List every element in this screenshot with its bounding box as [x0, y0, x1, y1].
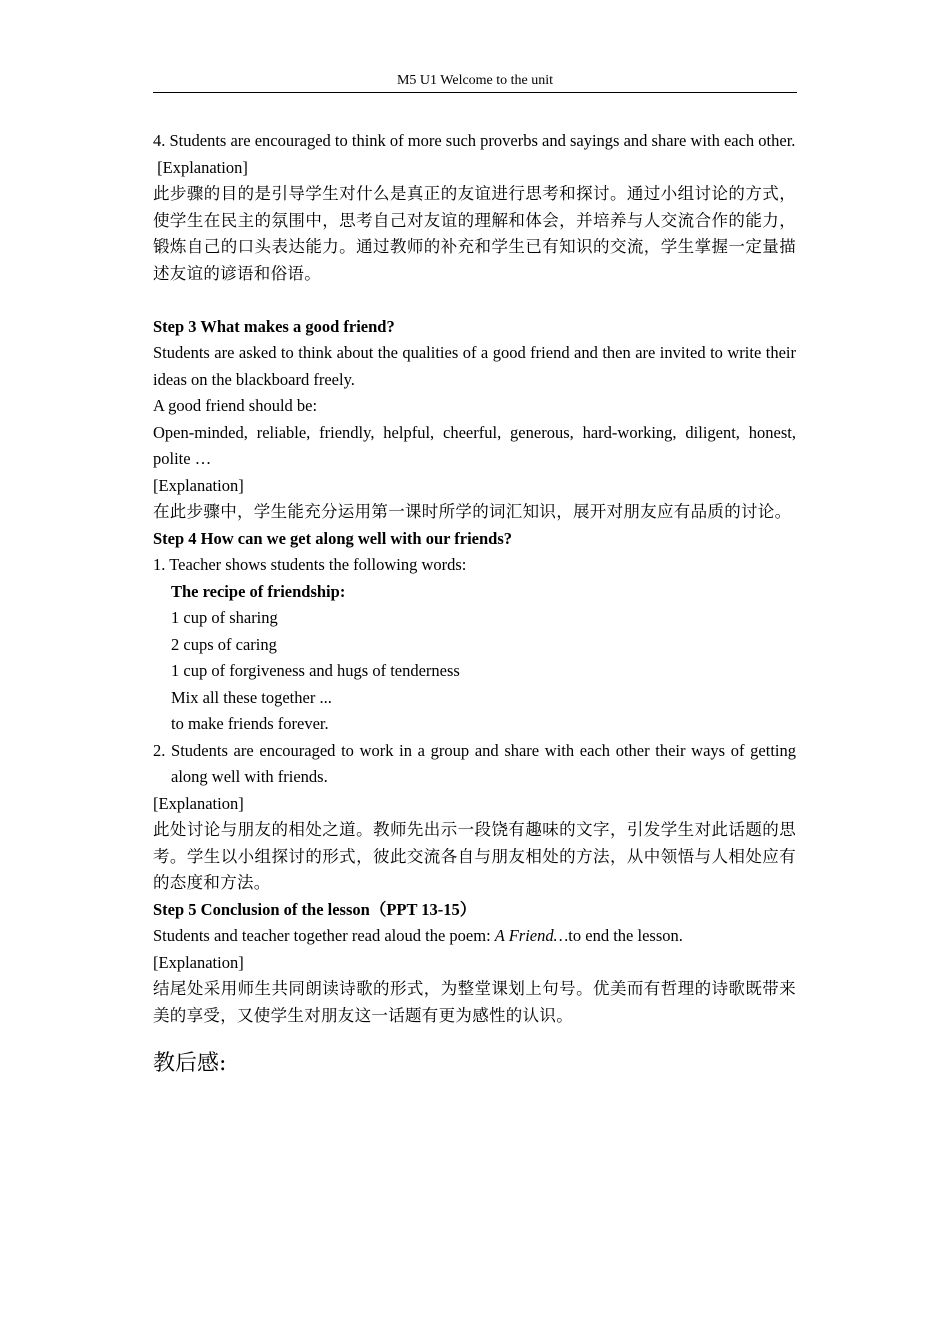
spacer	[153, 287, 796, 314]
recipe-title: The recipe of friendship:	[171, 581, 346, 601]
step4-explanation-label: [Explanation]	[153, 793, 244, 813]
after-class-reflection-label: 教后感:	[153, 1051, 227, 1076]
step5-explanation-text: 结尾处采用师生共同朗读诗歌的形式，为整堂课划上句号。优美而有哲理的诗歌既带来美的享受，又使学生对朋友这一话题有更为感性的认识。	[153, 979, 796, 1025]
recipe-line: 2 cups of caring	[171, 634, 277, 654]
step3-lead: A good friend should be:	[153, 396, 318, 415]
step2-item4: 4. Students are encouraged to think of more such proverbs and sayings and share with each other.	[153, 131, 796, 150]
step5-text-after: to end the lesson.	[568, 926, 683, 945]
step4-item2: 2. Students are encouraged to work in a group and share with each other their ways of getting along well with friends.	[153, 740, 796, 786]
step5-text-before: Students and teacher together read aloud the poem:	[153, 926, 495, 945]
step2-explanation-text: 此步骤的目的是引导学生对什么是真正的友谊进行思考和探讨。通过小组讨论的方式，使学生在民主的氛围中，思考自己对友谊的理解和体会，并培养与人交流合作的能力，锻炼自己的口头表达能力。通过教师的补充和学生已有知识的交流，学生掌握一定量描述友谊的谚语和俗语。	[153, 184, 796, 283]
recipe-line: 1 cup of sharing	[171, 608, 278, 627]
step3-qualities: Open-minded, reliable, friendly, helpful, cheerful, generous, hard-working, diligent, honest, polite …	[153, 422, 796, 468]
step3-explanation-label: [Explanation]	[153, 475, 244, 495]
step3-explanation-text: 在此步骤中，学生能充分运用第一课时所学的词汇知识，展开对朋友应有品质的讨论。	[153, 502, 792, 521]
step3-title: Step 3 What makes a good friend?	[153, 316, 395, 336]
step3-text: Students are asked to think about the qualities of a good friend and then are invited to write their ideas on the blackboard freely.	[153, 343, 796, 389]
step4-title: Step 4 How can we get along well with our friends?	[153, 528, 513, 548]
poem-title: A Friend…	[494, 926, 569, 945]
step4-item1: 1. Teacher shows students the following words:	[153, 555, 467, 574]
step2-explanation-label: [Explanation]	[153, 157, 248, 177]
recipe-line: to make friends forever.	[171, 714, 329, 733]
step5-text	[153, 923, 796, 950]
recipe-line: Mix all these together ...	[171, 687, 332, 707]
step5-explanation-label: [Explanation]	[153, 952, 244, 972]
page-header: M5 U1 Welcome to the unit	[153, 72, 797, 93]
recipe-line: 1 cup of forgiveness and hugs of tenderness	[171, 661, 460, 680]
document-body	[153, 128, 796, 1079]
step5-title: Step 5 Conclusion of the lesson（PPT 13-15）	[153, 899, 477, 919]
step4-explanation-text: 此处讨论与朋友的相处之道。教师先出示一段饶有趣味的文字，引发学生对此话题的思考。学生以小组探讨的形式，彼此交流各自与朋友相处的方法，从中领悟与人相处应有的态度和方法。	[153, 820, 796, 892]
